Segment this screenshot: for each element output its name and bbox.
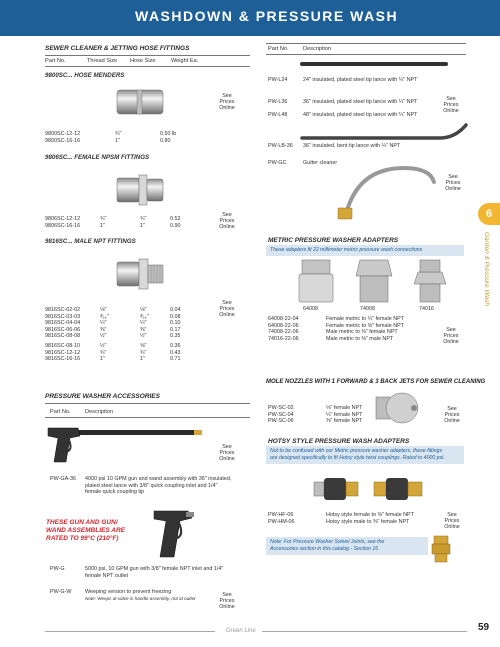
table-row: PW-SC-04 ¼" female NPT	[268, 411, 363, 418]
column-header-description: Description	[303, 46, 331, 52]
table-row: 9816SC-08-10 ½" ⅝" 0.36	[45, 342, 181, 349]
gutter-cleaner-image	[318, 160, 436, 222]
column-header-part: Part No.	[268, 46, 289, 52]
page-number: 59	[478, 622, 490, 633]
divider	[266, 43, 466, 44]
hose-mender-image	[115, 84, 165, 120]
see-prices-online[interactable]: See Prices Online	[219, 93, 235, 111]
hotsy-table	[268, 512, 414, 525]
see-prices-online[interactable]: See Prices Online	[219, 300, 235, 318]
footer-brand: Green Line	[226, 628, 256, 634]
adapter-label: 74008	[360, 306, 375, 312]
section-tab[interactable]: 6	[478, 203, 500, 225]
lance-description: 24" insulated, plated steel tip lance with ¼" NPT	[303, 77, 418, 83]
metric-adapters-image	[296, 258, 456, 308]
page-title: WASHDOWN & PRESSURE WASH	[135, 8, 399, 24]
lance-part-no: PW-LB-36	[268, 143, 293, 149]
table-row: 9816SC-04-04 ¼" ¼" 0.10	[45, 320, 181, 327]
column-header-hose: Hose Size	[130, 58, 156, 64]
table-row: 9806SC-12-12 ¾" ¾" 0.52	[45, 216, 181, 222]
subsection-title-menders: 9800SC... HOSE MENDERS	[45, 72, 125, 79]
see-prices-online[interactable]: See Prices Online	[443, 96, 459, 114]
table-row: 9816SC-06-06 ⅜" ⅜" 0.17	[45, 326, 181, 333]
column-header-thread: Thread Size	[87, 58, 118, 64]
divider	[45, 417, 250, 418]
column-header-part: Part No.	[50, 409, 71, 415]
see-prices-online[interactable]: See Prices Online	[219, 592, 235, 610]
see-prices-online[interactable]: See Prices Online	[444, 406, 460, 424]
accessory-part-no: PW-GA-36	[50, 476, 76, 482]
section-title-accessories: PRESSURE WASHER ACCESSORIES	[45, 393, 160, 400]
table-row: PW-HF-06 Hotsy style female to ⅜" female NPT	[268, 512, 414, 518]
section-title-mole: MOLE NOZZLES WITH 1 FORWARD & 3 BACK JETS FOR SEWER CLEANING	[266, 379, 486, 385]
table-row: PW-SC-06 ⅜" female NPT	[268, 418, 363, 425]
metric-note: These adapters fit 22 millimeter metric pressure wash connections	[266, 245, 464, 256]
divider	[45, 403, 250, 404]
gun-wand-assembly-image	[44, 422, 204, 466]
table-row: 9816SC-03-03 ³⁄₁₆" ³⁄₁₆" 0.08	[45, 313, 181, 320]
accessory-description: Weeping version to prevent freezing Note: Weeps at valve in handle assembly, not at outlet	[85, 589, 196, 601]
bent-lance-image	[300, 121, 470, 143]
mole-table	[268, 405, 362, 425]
footer-rule	[262, 631, 467, 632]
table-row: 74016-22-06 Male metric to ⅜" male NPT	[268, 335, 394, 342]
table-row: 9816SC-02-02 ⅛" ⅛" 0.04	[45, 307, 181, 313]
lance-description: Gutter cleaner	[303, 160, 338, 166]
table-row: 9800SC-16-16 1" 0.80	[45, 137, 171, 144]
table-row: 9816SC-12-12 ¾" ¾" 0.43	[45, 349, 181, 356]
accessory-description: 5000 psi, 10 GPM gun with 3/8" female NPT inlet and 1/4" female NPT outlet	[85, 566, 224, 579]
accessory-description: 4000 psi 10 GPM gun and wand assembly with 36" insulated, plated steel lance with 3/8" quick coupling inlet and 1/4" female quick coupling tip	[85, 476, 232, 496]
side-section-label: Garden & Pressure Wash	[483, 232, 490, 306]
lance-description: 48" insulated, plated steel tip lance with ¼" NPT	[303, 112, 418, 118]
table-row: 64008-22-04 Female metric to ¼" female NPT	[268, 316, 405, 322]
accessory-part-no: PW-G	[50, 566, 65, 572]
lance-part-no: PW-L48	[268, 112, 288, 118]
section-title-sewer: SEWER CLEANER & JETTING HOSE FITTINGS	[45, 45, 190, 52]
hotsy-adapters-image	[312, 472, 428, 508]
section-title-metric: METRIC PRESSURE WASHER ADAPTERS	[268, 237, 399, 244]
see-prices-online[interactable]: See Prices Online	[219, 212, 235, 230]
divider	[266, 54, 466, 55]
subsection-title-npt: 9816SC... MALE NPT FITTINGS	[45, 238, 136, 245]
table-row: 64008-22-06 Female metric to ⅜" female NPT	[268, 322, 405, 329]
table-row: PW-HM-06 Hotsy style male to ⅜" female NPT	[268, 518, 410, 525]
metric-table	[268, 316, 404, 342]
menders-table	[45, 131, 176, 144]
see-prices-online[interactable]: See Prices Online	[443, 327, 459, 345]
table-row: 74008-22-06 Male metric to ⅜" female NPT	[268, 329, 398, 336]
section-title-hotsy: HOTSY STYLE PRESSURE WASH ADAPTERS	[268, 438, 410, 445]
lance-part-no: PW-L36	[268, 99, 288, 105]
temperature-rating-note: THESE GUN AND GUN/ WAND ASSEMBLIES ARE RATED TO 99°C (210°F)	[46, 519, 125, 542]
npsm-table	[45, 216, 181, 229]
see-prices-online[interactable]: See Prices Online	[219, 444, 235, 462]
divider	[45, 55, 250, 56]
lance-image	[300, 60, 450, 68]
adapter-label: 74016	[419, 306, 434, 312]
swivel-joints-note: Note: For Pressure Washer Swivel Joints, see the Accessories section in this catalog - Section 16	[266, 537, 428, 555]
npt-table	[45, 307, 181, 363]
lance-part-no: PW-GC	[268, 160, 287, 166]
table-row: 9800SC-12-12 ¾" 0.50 lb	[45, 131, 177, 137]
table-row: 9816SC-16-16 1" 1" 0.71	[45, 356, 181, 363]
hotsy-note: Not to be confused with our Metric pressure washer adapters, these fittings are designed specifically to fit Hotsy style twist couplings. Rated to 4000 psi.	[266, 446, 464, 464]
lance-description: 36" insulated, plated steel tip lance with ¼" NPT	[303, 99, 418, 105]
male-npt-fitting-image	[115, 254, 165, 294]
see-prices-online[interactable]: See Prices Online	[444, 512, 460, 530]
table-row: PW-SC-02 ⅛" female NPT	[268, 405, 363, 411]
gun-image	[150, 505, 196, 563]
female-npsm-fitting-image	[115, 170, 165, 210]
subsection-title-npsm: 9806SC... FEMALE NPSM FITTINGS	[45, 154, 150, 161]
table-row: 9806SC-16-16 1" 1" 0.90	[45, 222, 181, 229]
footer-rule	[45, 631, 215, 632]
accessory-part-no: PW-G-W	[50, 589, 72, 595]
adapter-label: 64008	[303, 306, 318, 312]
swivel-joint-image	[428, 534, 454, 564]
column-header-weight: Weight Ea.	[171, 58, 199, 64]
see-prices-online[interactable]: See Prices Online	[445, 174, 461, 192]
header-band	[0, 0, 500, 36]
mole-nozzle-image	[374, 389, 424, 427]
column-header-part: Part No.	[45, 58, 66, 64]
table-row: 9816SC-08-08 ½" ½" 0.35	[45, 333, 181, 340]
column-header-description: Description	[85, 409, 113, 415]
lance-description: 36" insulated, bent tip lance with ¼" NPT	[303, 143, 401, 149]
divider	[45, 66, 250, 67]
lance-part-no: PW-L24	[268, 77, 288, 83]
